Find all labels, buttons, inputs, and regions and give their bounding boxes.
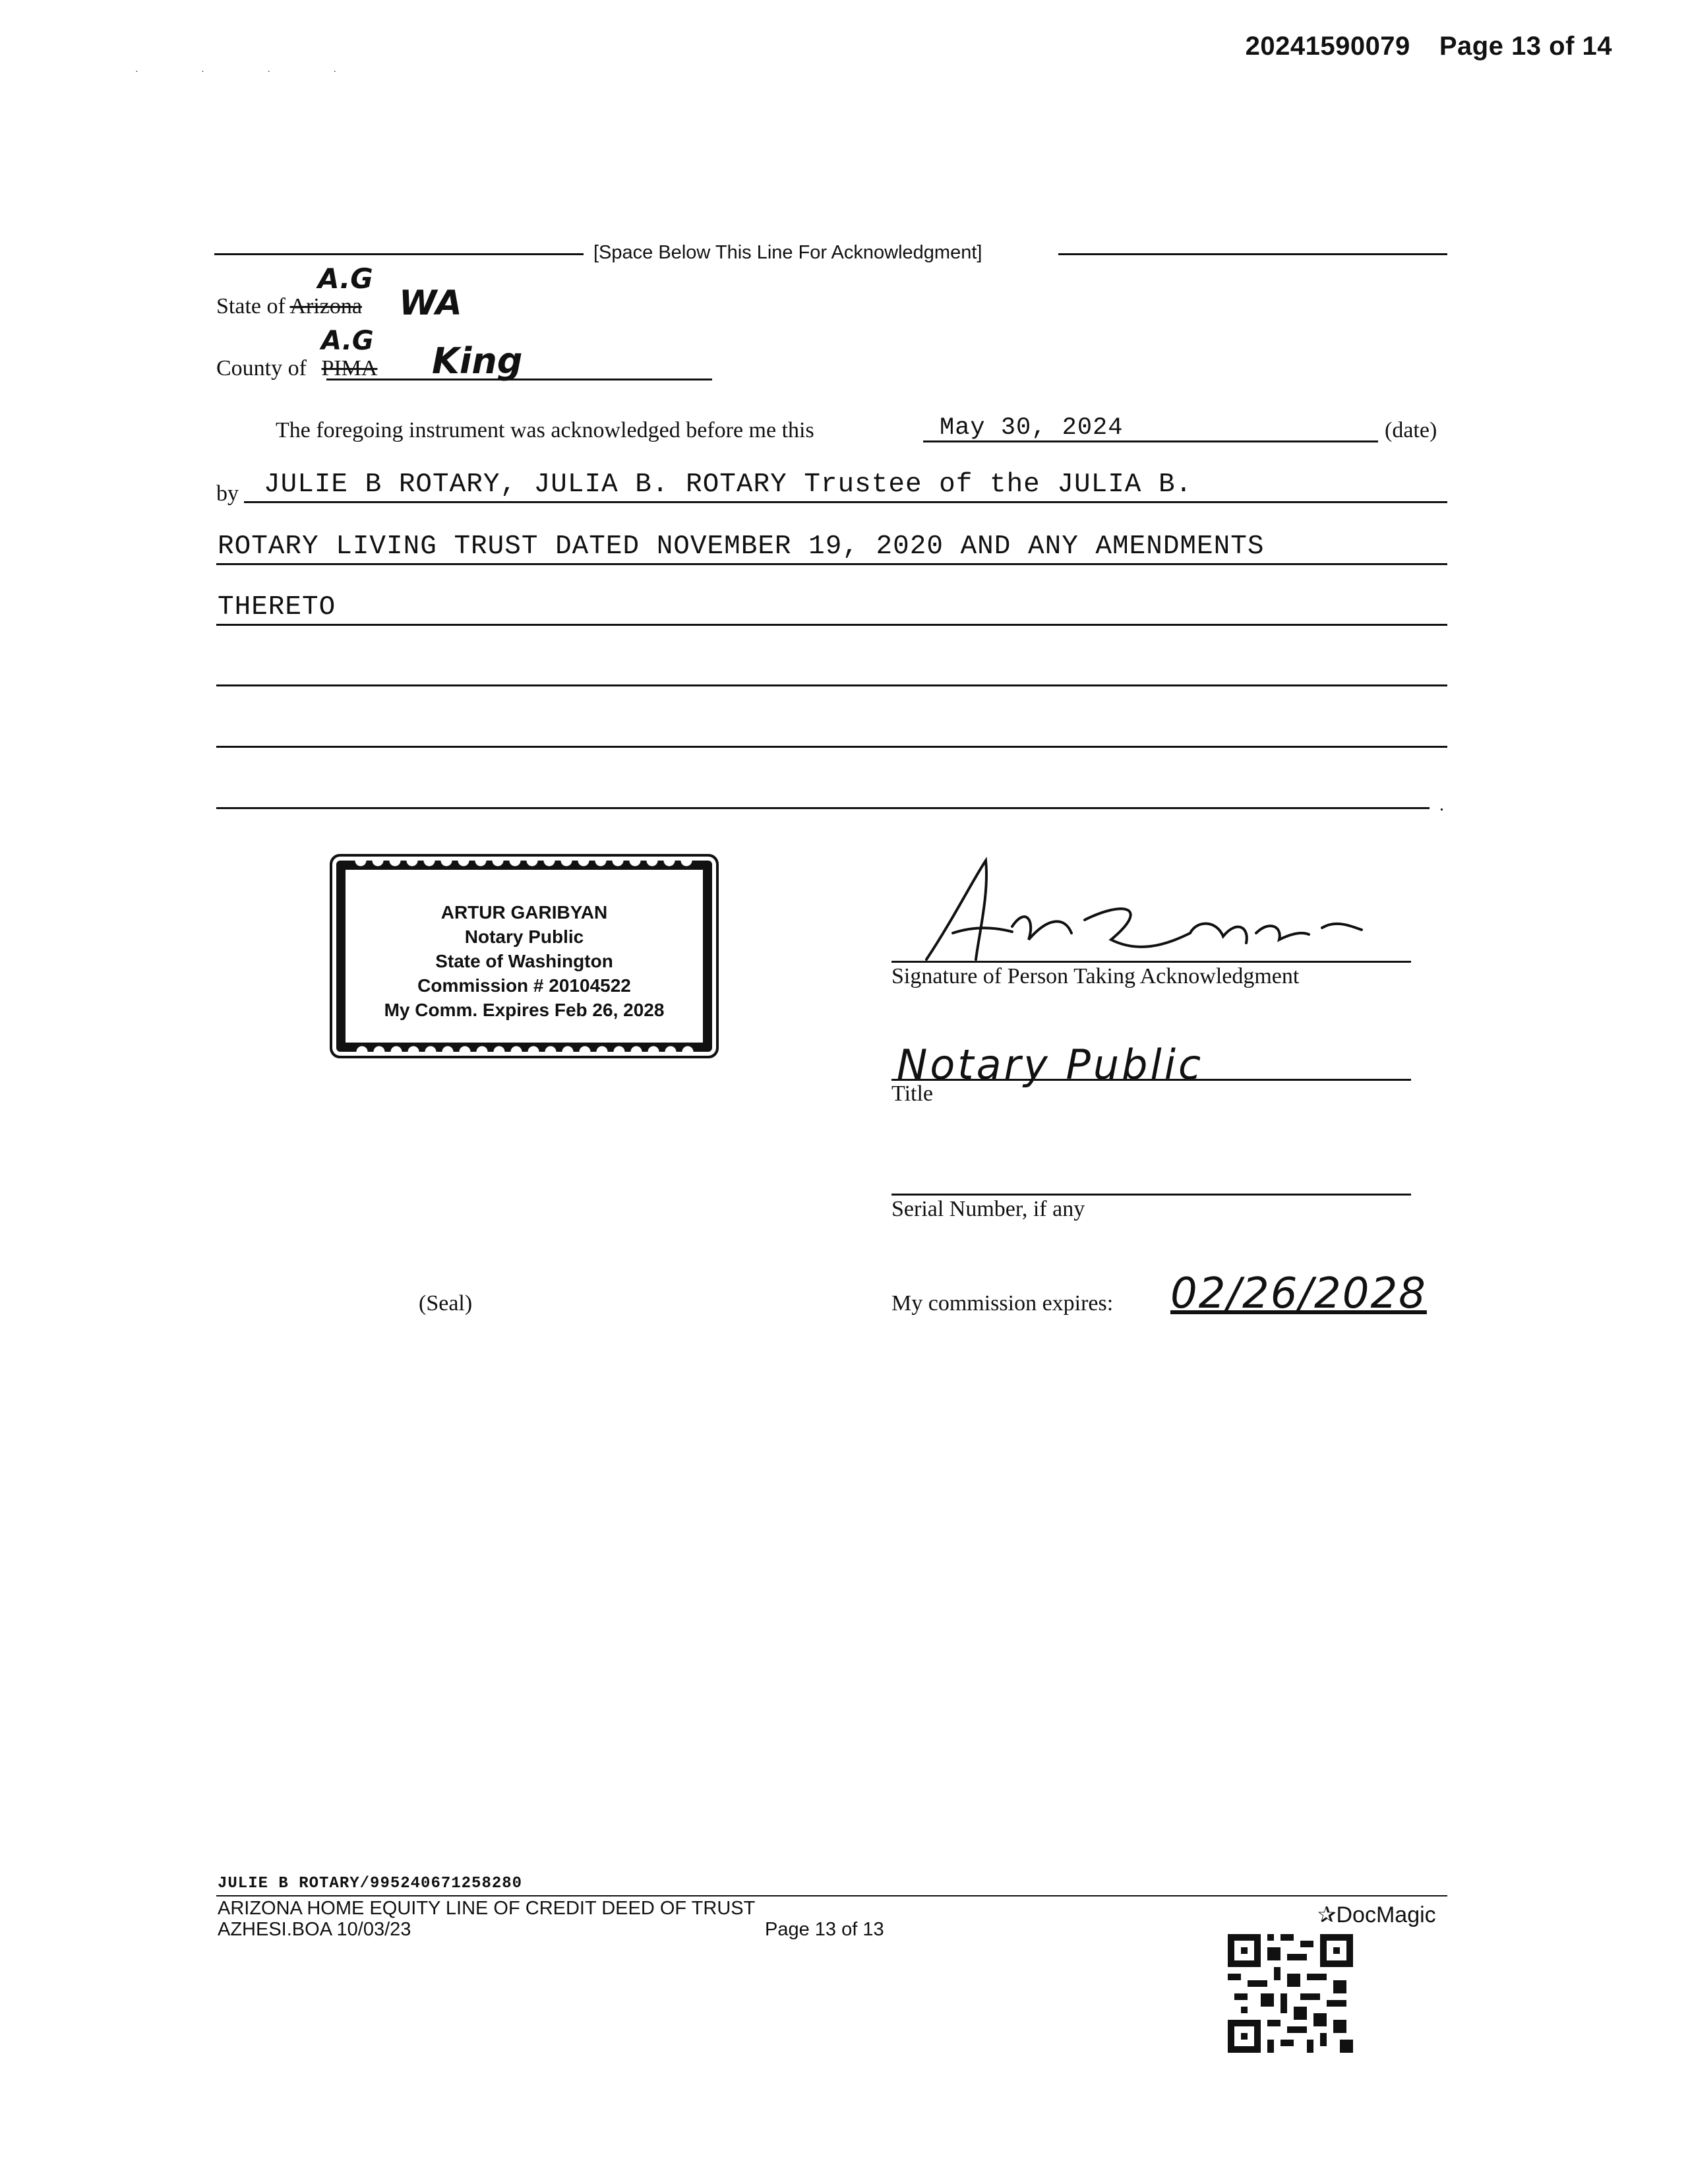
foregoing-text: The foregoing instrument was acknowledged before me this (276, 418, 814, 442)
separator-line-right (1058, 253, 1447, 255)
serial-caption: Serial Number, if any (891, 1197, 1085, 1221)
document-number: 20241590079 (1245, 32, 1410, 61)
county-initials: A.G (321, 326, 374, 356)
blank-underline-6 (216, 807, 1430, 809)
date-underline (923, 440, 1378, 442)
brand-name: DocMagic (1336, 1902, 1436, 1927)
footer-rule (216, 1895, 1447, 1896)
stamp-commission-number: Commission # 20104522 (417, 975, 631, 996)
qr-code-icon (1228, 1934, 1353, 2053)
star-icon: ✰ (1317, 1902, 1337, 1927)
signature-caption: Signature of Person Taking Acknowledgment (891, 964, 1300, 988)
state-struck-value: Arizona (289, 294, 362, 318)
page-indicator: Page 13 of 14 (1439, 32, 1612, 61)
stamp-border-top (352, 861, 696, 870)
acknowledgment-date: May 30, 2024 (940, 414, 1124, 442)
title-underline (891, 1079, 1411, 1081)
scan-specks: · · · · (135, 67, 367, 77)
state-label: State of (216, 294, 286, 318)
by-underline-3 (216, 624, 1447, 626)
footer-doc-title: ARIZONA HOME EQUITY LINE OF CREDIT DEED OF TRUST (218, 1898, 756, 1919)
stamp-border-bottom (352, 1043, 696, 1052)
notary-signature (913, 854, 1375, 966)
commission-handwritten-date: 02/26/2028 (1170, 1269, 1427, 1318)
separator-line-left (214, 253, 584, 255)
state-initials: A.G (318, 262, 373, 295)
commission-label: My commission expires: (891, 1291, 1114, 1316)
document-header (1246, 32, 1612, 61)
signer-line-1: JULIE B ROTARY, JULIA B. ROTARY Trustee of the JULIA B. (264, 470, 1193, 500)
blank-underline-5 (216, 746, 1447, 748)
signature-underline (891, 961, 1411, 963)
signer-line-2: ROTARY LIVING TRUST DATED NOVEMBER 19, 2020 AND ANY AMENDMENTS (218, 531, 1265, 562)
footer-borrower-ref: JULIE B ROTARY/995240671258280 (218, 1875, 523, 1893)
county-handwritten: King (432, 340, 523, 382)
blank-underline-4 (216, 684, 1447, 686)
state-line (216, 294, 362, 319)
state-handwritten: WA (399, 284, 462, 323)
stamp-expiration: My Comm. Expires Feb 26, 2028 (384, 1000, 665, 1020)
stamp-title: Notary Public (464, 926, 584, 947)
title-handwritten: Notary Public (897, 1041, 1204, 1089)
by-underline-2 (216, 563, 1447, 565)
seal-label: (Seal) (419, 1291, 473, 1316)
serial-underline (891, 1194, 1411, 1196)
stamp-state: State of Washington (435, 951, 613, 971)
notary-stamp (336, 861, 712, 1052)
stamp-notary-name: ARTUR GARIBYAN (440, 902, 608, 923)
footer-form-code: AZHESI.BOA 10/03/23 (218, 1919, 411, 1940)
county-line (216, 356, 377, 381)
date-suffix: (date) (1385, 418, 1437, 442)
docmagic-logo (1317, 1902, 1436, 1928)
title-caption: Title (891, 1081, 934, 1106)
footer-page-label: Page 13 of 13 (765, 1919, 884, 1940)
acknowledgment-separator-label: [Space Below This Line For Acknowledgment] (593, 242, 982, 263)
end-mark: . (1439, 795, 1444, 815)
signer-line-3: THERETO (218, 592, 336, 622)
by-label: by (216, 481, 239, 506)
by-underline-1 (244, 501, 1447, 503)
county-label: County of (216, 356, 307, 380)
county-struck-value: PIMA (321, 356, 378, 380)
